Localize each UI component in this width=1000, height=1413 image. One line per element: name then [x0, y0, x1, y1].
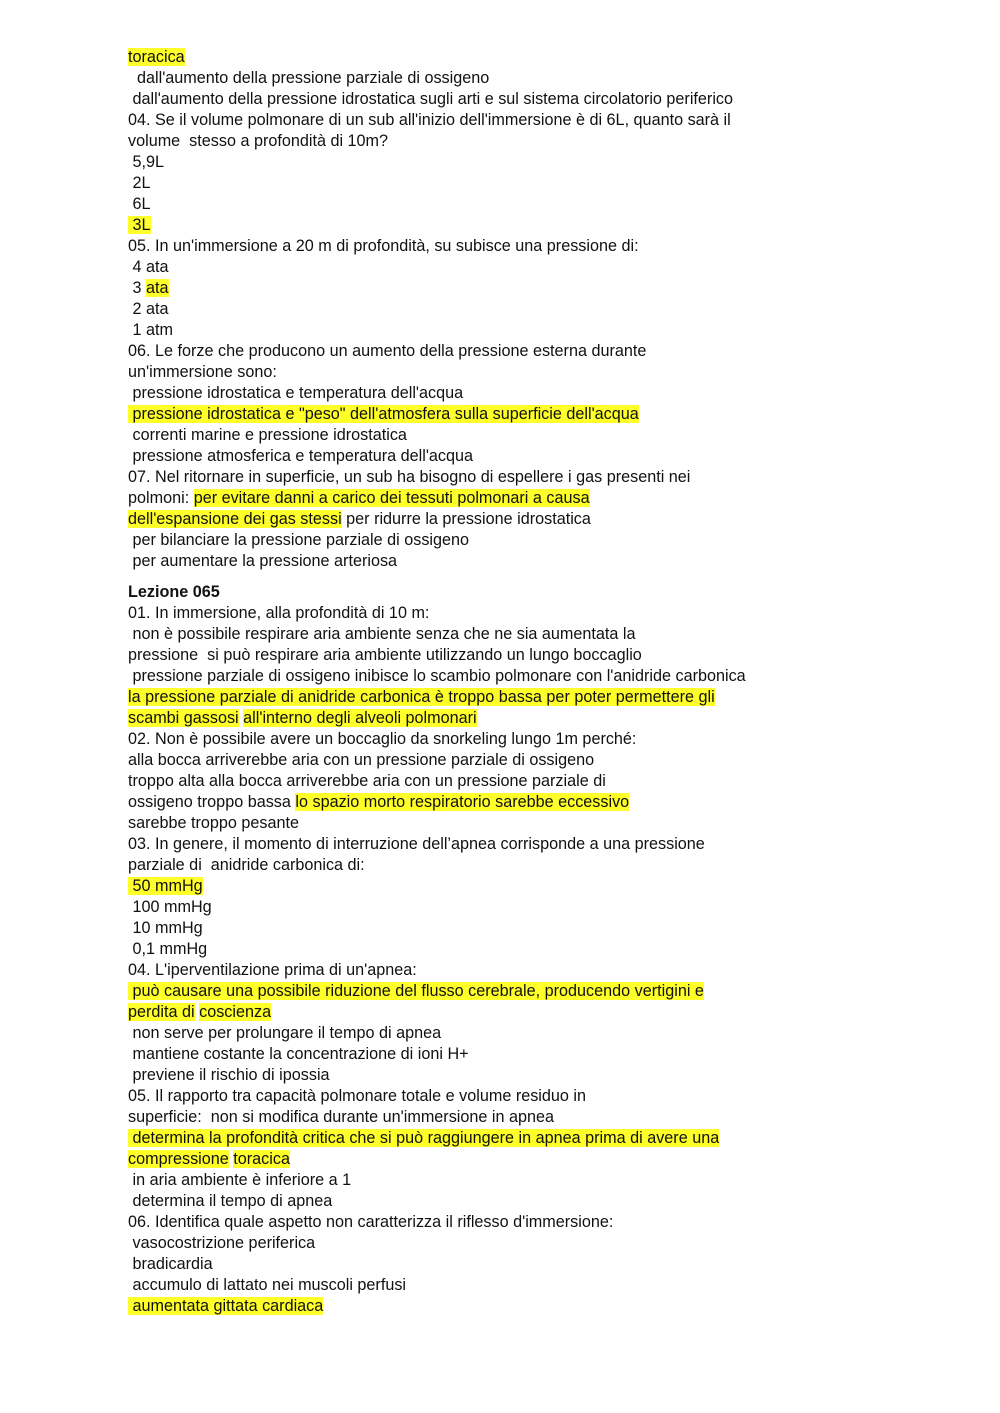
- text-line: [128, 530, 848, 551]
- lesson-heading: Lezione 065: [128, 583, 220, 601]
- text-line: [128, 1170, 848, 1191]
- text-line: [128, 320, 848, 341]
- text-line: [128, 383, 848, 404]
- text-segment: 05. In un'immersione a 20 m di profondità, su subisce una pressione di:: [128, 237, 639, 255]
- text-line: [128, 68, 848, 89]
- text-line: [128, 897, 848, 918]
- text-segment: correnti marine e pressione idrostatica: [128, 426, 407, 444]
- text-line: [128, 1002, 848, 1023]
- text-line: [128, 876, 848, 897]
- text-line: [128, 299, 848, 320]
- text-segment: 01. In immersione, alla profondità di 10 m:: [128, 604, 430, 622]
- text-line: [128, 1023, 848, 1044]
- highlighted-answer: lo spazio morto respiratorio sarebbe eccessivo: [295, 793, 630, 811]
- text-segment: mantiene costante la concentrazione di ioni H+: [128, 1045, 469, 1063]
- text-line: [128, 1044, 848, 1065]
- highlighted-answer: la pressione parziale di anidride carbonica è troppo bassa per poter permettere gli: [128, 688, 715, 706]
- text-line: [128, 467, 848, 488]
- text-line: [128, 551, 848, 572]
- text-line: [128, 708, 848, 729]
- text-segment: 1 atm: [128, 321, 173, 339]
- text-line: [128, 131, 848, 152]
- highlighted-answer: scambi gassosi: [128, 709, 239, 727]
- text-line: [128, 509, 848, 530]
- text-segment: parziale di anidride carbonica di:: [128, 856, 365, 874]
- text-line: [128, 1275, 848, 1296]
- text-line: [128, 404, 848, 425]
- text-segment: un'immersione sono:: [128, 363, 277, 381]
- text-segment: superficie: non si modifica durante un'immersione in apnea: [128, 1108, 554, 1126]
- text-line: [128, 194, 848, 215]
- highlighted-answer: perdita di: [128, 1003, 195, 1021]
- text-line: [128, 687, 848, 708]
- highlighted-answer: coscienza: [199, 1003, 272, 1021]
- text-segment: 04. Se il volume polmonare di un sub all'inizio dell'immersione è di 6L, quanto sarà il: [128, 111, 731, 129]
- text-line: [128, 1191, 848, 1212]
- text-segment: pressione parziale di ossigeno inibisce lo scambio polmonare con l'anidride carbonica: [128, 667, 746, 685]
- text-line: [128, 834, 848, 855]
- text-line: [128, 110, 848, 131]
- text-line: [128, 1086, 848, 1107]
- text-segment: 02. Non è possibile avere un boccaglio da snorkeling lungo 1m perché:: [128, 730, 637, 748]
- text-segment: 0,1 mmHg: [128, 940, 208, 958]
- text-segment: troppo alta alla bocca arriverebbe aria con un pressione parziale di: [128, 772, 606, 790]
- text-segment: 06. Le forze che producono un aumento della pressione esterna durante: [128, 342, 647, 360]
- highlighted-answer: 50 mmHg: [128, 877, 203, 895]
- text-line: [128, 666, 848, 687]
- text-line: [128, 47, 848, 68]
- text-line: [128, 813, 848, 834]
- text-line: [128, 792, 848, 813]
- text-segment: per aumentare la pressione arteriosa: [128, 552, 398, 570]
- text-line: [128, 488, 848, 509]
- highlighted-answer: compressione: [128, 1150, 229, 1168]
- text-line: [128, 1107, 848, 1128]
- highlighted-answer: dell'espansione dei gas stessi: [128, 510, 342, 528]
- text-line: [128, 257, 848, 278]
- text-segment: in aria ambiente è inferiore a 1: [128, 1171, 352, 1189]
- text-line: [128, 278, 848, 299]
- text-line: [128, 939, 848, 960]
- text-line: [128, 855, 848, 876]
- text-segment: dall'aumento della pressione idrostatica sugli arti e sul sistema circolatorio periferico: [128, 90, 734, 108]
- highlighted-answer: determina la profondità critica che si può raggiungere in apnea prima di avere una: [128, 1129, 720, 1147]
- text-line: [128, 1212, 848, 1233]
- text-line: [128, 1296, 848, 1317]
- text-line: [128, 236, 848, 257]
- text-line: [128, 341, 848, 362]
- text-segment: alla bocca arriverebbe aria con un pressione parziale di ossigeno: [128, 751, 595, 769]
- text-line: [128, 362, 848, 383]
- text-segment: 4 ata: [128, 258, 169, 276]
- text-line: [128, 750, 848, 771]
- text-line: [128, 624, 848, 645]
- text-segment: previene il rischio di ipossia: [128, 1066, 330, 1084]
- text-segment: 04. L'iperventilazione prima di un'apnea:: [128, 961, 417, 979]
- text-line: [128, 89, 848, 110]
- text-segment: pressione idrostatica e temperatura dell'acqua: [128, 384, 464, 402]
- text-line: [128, 771, 848, 792]
- text-segment: pressione si può respirare aria ambiente utilizzando un lungo boccaglio: [128, 646, 642, 664]
- highlighted-answer: può causare una possibile riduzione del flusso cerebrale, producendo vertigini e: [128, 982, 704, 1000]
- highlighted-answer: ata: [146, 279, 169, 297]
- text-segment: accumulo di lattato nei muscoli perfusi: [128, 1276, 407, 1294]
- text-segment: per bilanciare la pressione parziale di ossigeno: [128, 531, 470, 549]
- document-page: [128, 47, 848, 1317]
- text-segment: dall'aumento della pressione parziale di ossigeno: [128, 69, 490, 87]
- text-segment: determina il tempo di apnea: [128, 1192, 333, 1210]
- highlighted-answer: 3L: [128, 216, 151, 234]
- text-line: [128, 425, 848, 446]
- text-segment: polmoni:: [128, 489, 194, 507]
- text-segment: non serve per prolungare il tempo di apnea: [128, 1024, 442, 1042]
- text-line: [128, 729, 848, 750]
- text-line: [128, 981, 848, 1002]
- text-line: [128, 446, 848, 467]
- text-segment: 6L: [128, 195, 151, 213]
- text-line: [128, 1233, 848, 1254]
- highlighted-answer: per evitare danni a carico dei tessuti polmonari a causa: [193, 489, 590, 507]
- text-segment: per ridurre la pressione idrostatica: [341, 510, 591, 528]
- text-segment: bradicardia: [128, 1255, 213, 1273]
- highlighted-answer: all'interno degli alveoli polmonari: [243, 709, 477, 727]
- text-segment: vasocostrizione periferica: [128, 1234, 316, 1252]
- text-segment: 2 ata: [128, 300, 169, 318]
- text-segment: 06. Identifica quale aspetto non caratterizza il riflesso d'immersione:: [128, 1213, 614, 1231]
- text-line: [128, 918, 848, 939]
- text-line: [128, 1065, 848, 1086]
- text-line: [128, 603, 848, 624]
- text-segment: 03. In genere, il momento di interruzione dell’apnea corrisponde a una pressione: [128, 835, 705, 853]
- text-line: [128, 1149, 848, 1170]
- highlighted-answer: toracica: [233, 1150, 290, 1168]
- text-segment: 5,9L: [128, 153, 165, 171]
- text-segment: 3: [128, 279, 146, 297]
- text-line: [128, 645, 848, 666]
- text-segment: non è possibile respirare aria ambiente senza che ne sia aumentata la: [128, 625, 636, 643]
- text-segment: ossigeno troppo bassa: [128, 793, 296, 811]
- text-segment: pressione atmosferica e temperatura dell'acqua: [128, 447, 474, 465]
- text-line: [128, 1128, 848, 1149]
- text-line: [128, 960, 848, 981]
- highlighted-answer: toracica: [128, 48, 185, 66]
- text-segment: 100 mmHg: [128, 898, 212, 916]
- highlighted-answer: aumentata gittata cardiaca: [128, 1297, 324, 1315]
- text-segment: 05. Il rapporto tra capacità polmonare totale e volume residuo in: [128, 1087, 587, 1105]
- text-line: [128, 1254, 848, 1275]
- text-line: [128, 173, 848, 194]
- text-line: [128, 215, 848, 236]
- highlighted-answer: pressione idrostatica e "peso" dell'atmosfera sulla superficie dell'acqua: [128, 405, 639, 423]
- text-line: [128, 152, 848, 173]
- text-segment: sarebbe troppo pesante: [128, 814, 299, 832]
- text-segment: 07. Nel ritornare in superficie, un sub ha bisogno di espellere i gas presenti nei: [128, 468, 691, 486]
- text-segment: 10 mmHg: [128, 919, 203, 937]
- text-segment: volume stesso a profondità di 10m?: [128, 132, 389, 150]
- text-segment: 2L: [128, 174, 151, 192]
